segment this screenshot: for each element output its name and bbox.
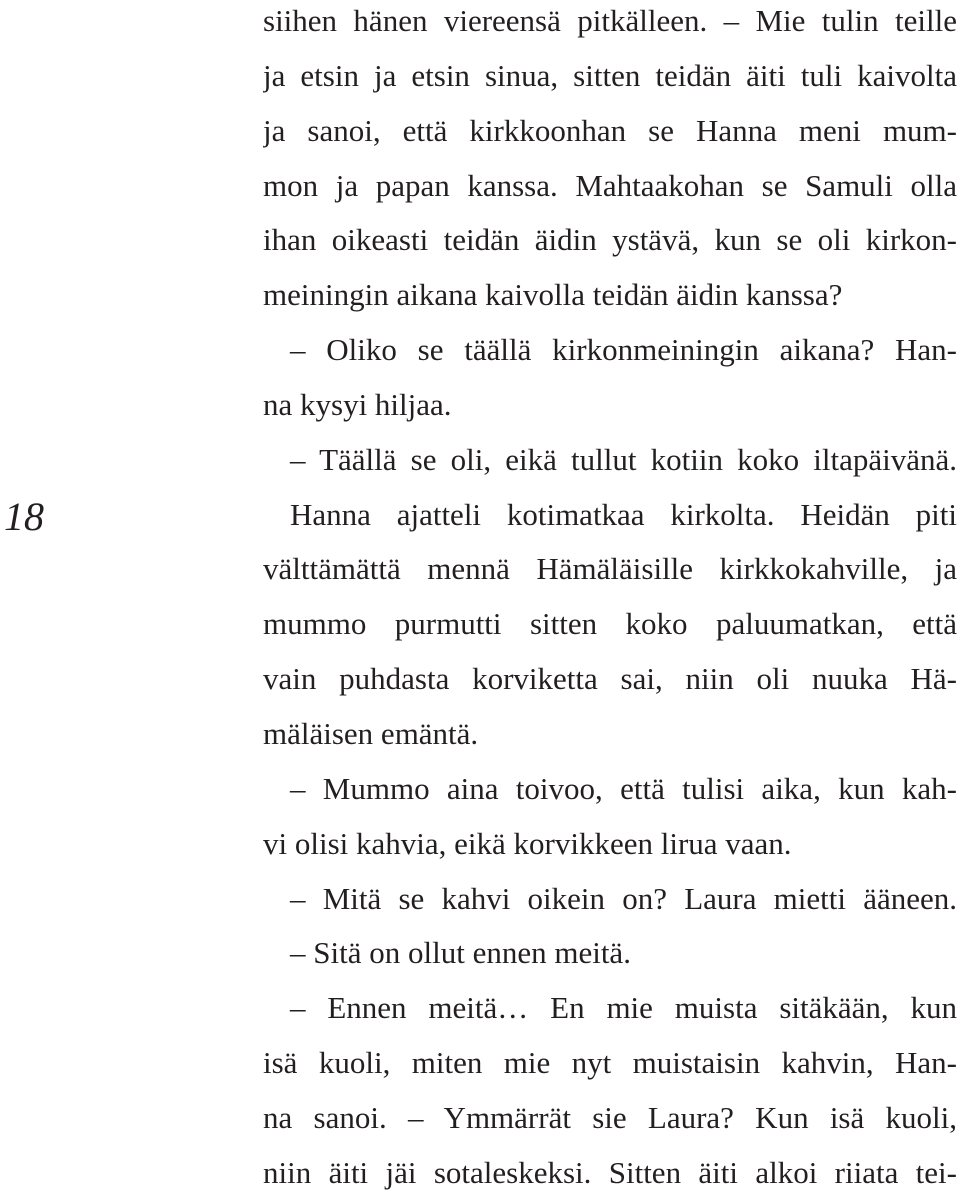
text-line: – Täällä se oli, eikä tullut kotiin koko iltapäivänä. [290, 441, 957, 477]
text-line: meiningin aikana kaivolla teidän äidin kanssa? [263, 277, 843, 313]
text-line: vain puhdasta korviketta sai, niin oli nuuka Hä- [263, 661, 957, 697]
text-line: siihen hänen viereensä pitkälleen. – Mie tulin teille [263, 3, 957, 38]
text-line: välttämättä mennä Hämäläisille kirkkokahville, ja [263, 551, 957, 587]
text-line: – Mummo aina toivoo, että tulisi aika, kun kah- [290, 770, 957, 806]
text-line: vi olisi kahvia, eikä korvikkeen lirua vaan. [263, 825, 792, 861]
text-line: ja etsin ja etsin sinua, sitten teidän äiti tuli kaivolta [263, 57, 957, 93]
text-line: – Ennen meitä… En mie muista sitäkään, kun [290, 990, 957, 1026]
text-line: mäläisen emäntä. [263, 715, 479, 751]
text-line: ihan oikeasti teidän äidin ystävä, kun se oli kirkon- [263, 222, 957, 258]
text-line: na kysyi hiljaa. [263, 386, 452, 422]
text-line: – Oliko se täällä kirkonmeiningin aikana? Han- [290, 332, 957, 368]
page-number: 18 [4, 494, 44, 539]
text-line: – Sitä on ollut ennen meitä. [290, 935, 631, 971]
text-line: ja sanoi, että kirkkoonhan se Hanna meni mum- [263, 112, 957, 148]
text-line: niin äiti jäi sotaleskeksi. Sitten äiti alkoi riiata tei- [263, 1154, 957, 1190]
text-line: na sanoi. – Ymmärrät sie Laura? Kun isä kuoli, [263, 1099, 957, 1135]
text-line: mon ja papan kanssa. Mahtaakohan se Samuli olla [263, 167, 957, 203]
body-text [263, 0, 957, 1201]
text-line: – Mitä se kahvi oikein on? Laura mietti ääneen. [290, 880, 957, 916]
text-line: isä kuoli, miten mie nyt muistaisin kahvin, Han- [263, 1045, 957, 1081]
text-line: Hanna ajatteli kotimatkaa kirkolta. Heidän piti [290, 496, 957, 532]
text-line: mummo purmutti sitten koko paluumatkan, että [263, 606, 957, 642]
